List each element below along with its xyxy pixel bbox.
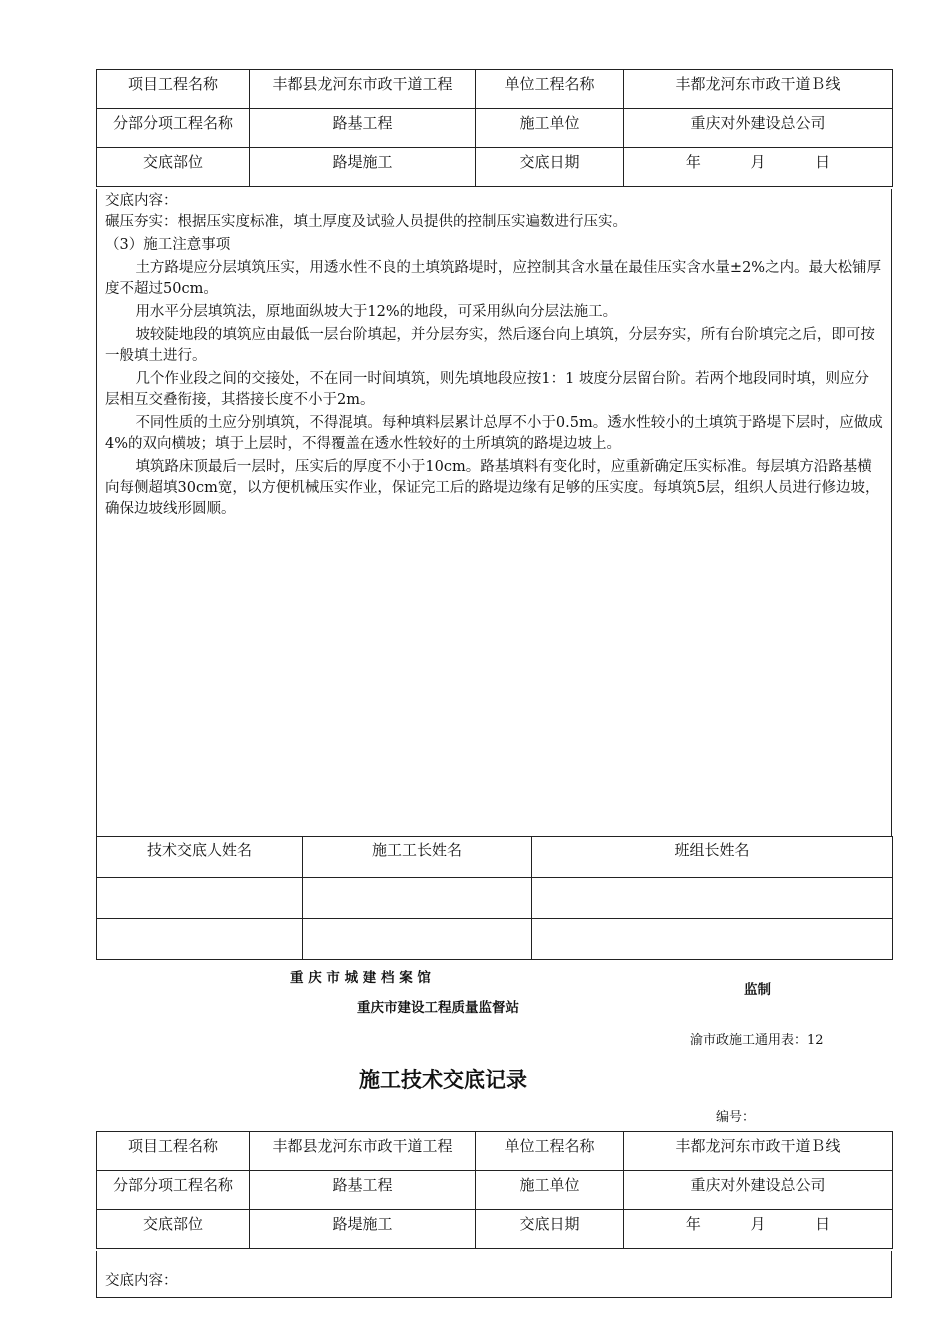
- content-p7: 不同性质的土应分别填筑，不得混填。每种填料层累计总厚不小于0.5m。透水性较小的土填筑于路堤下层时，应做成4%的双向横坡；填于上层时，不得覆盖在透水性较好的土所填筑的路堤边坡上。: [105, 415, 883, 452]
- location-value: 路堤施工: [250, 1210, 476, 1249]
- page-title: 施工技术交底记录: [359, 1068, 527, 1092]
- date-year: 年: [685, 1215, 701, 1233]
- location-value: 路堤施工: [250, 148, 476, 187]
- date-value: [624, 148, 893, 187]
- unit-name-label: 单位工程名称: [476, 1132, 624, 1171]
- project-name-label: 项目工程名称: [97, 70, 250, 109]
- number-label: 编号：: [716, 1110, 756, 1125]
- unit-name-value: 丰都龙河东市政干道Ｂ线: [624, 1132, 893, 1171]
- sub-project-label: 分部分项工程名称: [97, 109, 250, 148]
- unit-name-value: 丰都龙河东市政干道Ｂ线: [624, 70, 893, 109]
- location-label: 交底部位: [97, 1210, 250, 1249]
- content-p6: 几个作业段之间的交接处，不在同一时间填筑，则先填地段应按1：1 坡度分层留台阶。若两个地段同时填，则应分层相互交叠衔接，其搭接长度不小于2m。: [105, 371, 869, 408]
- date-label: 交底日期: [476, 1210, 624, 1249]
- date-month: 月: [750, 153, 766, 171]
- sub-project-label: 分部分项工程名称: [97, 1171, 250, 1210]
- location-label: 交底部位: [97, 148, 250, 187]
- supervision-label: 监制: [744, 982, 771, 998]
- foreman-label: 施工工长姓名: [303, 837, 532, 878]
- foreman-signature[interactable]: [303, 878, 532, 919]
- construction-unit-label: 施工单位: [476, 109, 624, 148]
- date-year: 年: [685, 153, 701, 171]
- sub-project-value: 路基工程: [250, 109, 476, 148]
- tech-person-label: 技术交底人姓名: [97, 837, 303, 878]
- content-box-2: [96, 1251, 892, 1298]
- team-leader-signature[interactable]: [532, 878, 893, 919]
- date-label: 交底日期: [476, 148, 624, 187]
- content-label-2: 交底内容：: [105, 1273, 178, 1289]
- content-p2: （3）施工注意事项: [105, 237, 231, 253]
- content-p4: 用水平分层填筑法，原地面纵坡大于12%的地段，可采用纵向分层法施工。: [135, 304, 618, 320]
- content-label: 交底内容：: [105, 193, 178, 209]
- form-code: 渝市政施工通用表：12: [690, 1033, 824, 1048]
- foreman-signature-2[interactable]: [303, 919, 532, 960]
- content-p8: 填筑路床顶最后一层时，压实后的厚度不小于10cm。路基填料有变化时，应重新确定压实标准。每层填方沿路基横向每侧超填30cm宽，以方便机械压实作业，保证完工后的路堤边缘有足够的压实度。每填筑5层，组织人员进行修边坡，确保边坡线形圆顺。: [105, 459, 880, 517]
- header-table-2: [96, 1131, 893, 1249]
- construction-unit-label: 施工单位: [476, 1171, 624, 1210]
- content-p1: 碾压夯实：根据压实度标准，填土厚度及试验人员提供的控制压实遍数进行压实。: [105, 214, 627, 230]
- content-p3: 土方路堤应分层填筑压实，用透水性不良的土填筑路堤时，应控制其含水量在最佳压实含水量±2%之内。最大松铺厚度不超过50cm。: [105, 260, 882, 297]
- construction-unit-value: 重庆对外建设总公司: [624, 1171, 893, 1210]
- header-table: [96, 69, 893, 187]
- date-day: 日: [815, 1215, 831, 1233]
- project-name-label: 项目工程名称: [97, 1132, 250, 1171]
- construction-unit-value: 重庆对外建设总公司: [624, 109, 893, 148]
- signature-table: [96, 836, 893, 960]
- content-box: [96, 189, 892, 837]
- team-leader-signature-2[interactable]: [532, 919, 893, 960]
- date-month: 月: [750, 1215, 766, 1233]
- tech-person-signature-2[interactable]: [97, 919, 303, 960]
- sub-project-value: 路基工程: [250, 1171, 476, 1210]
- date-day: 日: [815, 153, 831, 171]
- team-leader-label: 班组长姓名: [532, 837, 893, 878]
- date-value: [624, 1210, 893, 1249]
- content-p5: 坡较陡地段的填筑应由最低一层台阶填起，并分层夯实，然后逐台向上填筑，分层夯实，所有台阶填完之后，即可按一般填土进行。: [105, 327, 875, 364]
- tech-person-signature[interactable]: [97, 878, 303, 919]
- archive-name: 重 庆 市 城 建 档 案 馆: [290, 970, 431, 986]
- project-name-value: 丰都县龙河东市政干道工程: [250, 1132, 476, 1171]
- station-name: 重庆市建设工程质量监督站: [357, 1000, 519, 1016]
- unit-name-label: 单位工程名称: [476, 70, 624, 109]
- project-name-value: 丰都县龙河东市政干道工程: [250, 70, 476, 109]
